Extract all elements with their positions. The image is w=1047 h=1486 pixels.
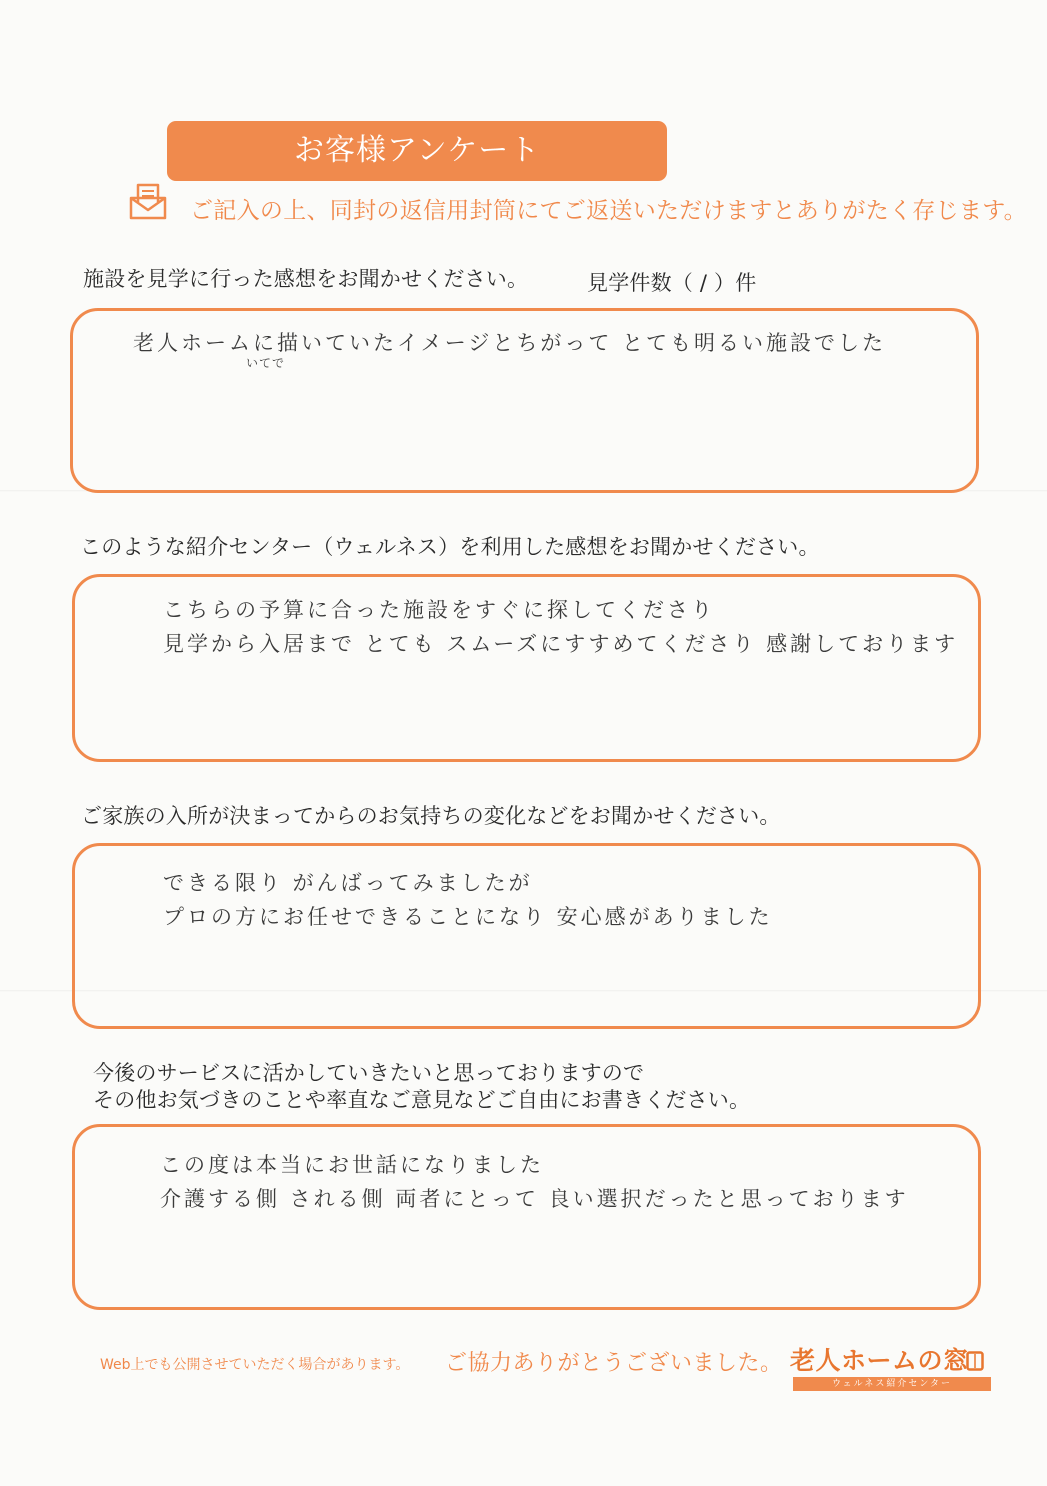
answer-line: 介護する側 される側 両者にとって 良い選択だったと思っております [160, 1187, 909, 1211]
survey-title-banner [167, 121, 667, 181]
return-instruction: ご記入の上、同封の返信用封筒にてご返送いただけますとありがたく存じます。 [190, 198, 1027, 224]
question-center-usage: このような紹介センター（ウェルネス）を利用した感想をお聞かせください。 [80, 535, 820, 559]
answer-line: プロの方にお任せできることになり 安心感がありました [163, 905, 773, 929]
answer-text-feedback [160, 1148, 909, 1216]
visit-count-label: 見学件数（ / ）件 [587, 271, 757, 295]
question-line: その他お気づきのことや率直なご意見などご自由にお書きください。 [93, 1088, 751, 1112]
question-facility-visit: 施設を見学に行った感想をお聞かせください。 [83, 267, 529, 291]
logo-subtitle-strip [793, 1377, 991, 1391]
answer-line: できる限り がんばってみましたが [163, 871, 533, 895]
answer-line: こちらの予算に合った施設をすぐに探してくださり [163, 598, 715, 622]
handwritten-insert-note: いてで [246, 356, 286, 370]
answer-text-center-usage [163, 593, 958, 661]
answer-text-feelings-change [163, 866, 773, 934]
question-line: 今後のサービスに活かしていきたいと思っておりますので [93, 1061, 645, 1085]
question-feedback [93, 1060, 750, 1114]
logo-subtitle: ウェルネス紹介センター [831, 1379, 952, 1389]
answer-line: この度は本当にお世話になりました [160, 1153, 544, 1177]
brand-logo [790, 1345, 992, 1393]
question-feelings-change: ご家族の入所が決まってからのお気持ちの変化などをお聞かせください。 [81, 804, 781, 828]
answer-line: 見学から入居まで とても スムーズにすすめてくださり 感謝しております [163, 632, 959, 656]
thank-you-message: ご協力ありがとうございました。 [445, 1351, 783, 1376]
web-publication-note: Web上でも公開させていただく場合があります。 [100, 1357, 410, 1373]
answer-line: 老人ホームに描いていたイメージとちがって とても明るい施設でした [133, 331, 887, 355]
envelope-icon [128, 181, 168, 221]
survey-title: お客様アンケート [294, 133, 541, 168]
logo-name: 老人ホームの窓 [790, 1346, 969, 1375]
window-icon [966, 1351, 984, 1371]
